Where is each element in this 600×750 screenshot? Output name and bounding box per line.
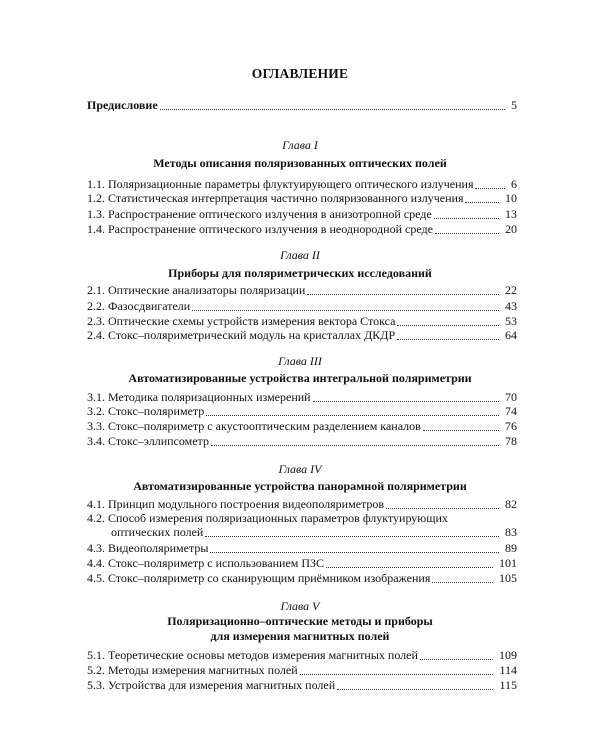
chapter-label: Глава V (280, 599, 320, 613)
toc-entry (87, 390, 517, 404)
entry-text: 3.2. Стокс–поляриметр (87, 404, 205, 418)
entry-text: 3.3. Стокс–поляриметр с акустооптическим разделением каналов (87, 419, 421, 433)
preface-page: 5 (511, 98, 517, 112)
entry-page: 43 (505, 299, 517, 313)
toc-entry (87, 497, 517, 511)
entry-text: 4.3. Видеополяриметры (87, 541, 209, 555)
leader-dots (435, 233, 499, 234)
preface-entry (87, 98, 517, 112)
toc-entry (87, 283, 517, 297)
leader-dots (300, 674, 493, 675)
entry-text: 2.2. Фазосдвигатели (87, 299, 191, 313)
leader-dots (465, 202, 499, 203)
chapter-label: Глава IV (278, 462, 322, 476)
leader-dots (211, 445, 499, 446)
chapter-title: Поляризационно–оптические методы и приборы (167, 614, 433, 628)
entry-text: 1.3. Распространение оптического излучения в анизотропной среде (87, 207, 432, 221)
entry-page: 20 (505, 222, 517, 236)
toc-entry (87, 663, 517, 677)
leader-dots (313, 401, 499, 402)
preface-label: Предисловие (87, 98, 158, 112)
entry-page: 114 (499, 663, 517, 677)
toc-entry (87, 177, 517, 191)
leader-dots (337, 689, 493, 690)
leader-dots (192, 310, 499, 311)
chapter-label: Глава I (282, 138, 318, 152)
leader-dots (307, 294, 499, 295)
entry-page: 6 (511, 177, 517, 191)
entry-page: 22 (505, 283, 517, 297)
entry-page: 76 (505, 419, 517, 433)
entry-page: 74 (505, 404, 517, 418)
entry-text: 4.2. Способ измерения поляризационных параметров флуктуирующих (87, 511, 448, 525)
entry-page: 64 (505, 328, 517, 342)
leader-dots (475, 188, 505, 189)
leader-dots (386, 508, 499, 509)
entry-text: 1.2. Статистическая интерпретация частично поляризованного излучения (87, 191, 464, 205)
entry-text: 2.4. Стокс–поляриметрический модуль на кристаллах ДКДР (87, 328, 396, 342)
entry-page: 53 (505, 314, 517, 328)
toc-entry (87, 511, 517, 539)
entry-page: 10 (505, 191, 517, 205)
leader-dots (434, 218, 499, 219)
leader-dots (205, 536, 499, 537)
entry-text: 5.1. Теоретические основы методов измерения магнитных полей (87, 648, 418, 662)
entry-text: 5.2. Методы измерения магнитных полей (87, 663, 298, 677)
entry-page: 101 (499, 556, 517, 570)
toc-entry (87, 299, 517, 313)
toc-entry (87, 556, 517, 570)
entry-text: 4.1. Принцип модульного построения видеополяриметров (87, 497, 385, 511)
entry-page: 70 (505, 390, 517, 404)
toc-entry (87, 678, 517, 692)
entry-page: 82 (505, 497, 517, 511)
entry-page: 115 (499, 678, 517, 692)
entry-text-continued: оптических полей (111, 525, 204, 539)
toc-entry (87, 571, 517, 585)
toc-entry (87, 404, 517, 418)
leader-dots (432, 582, 493, 583)
entry-text: 2.3. Оптические схемы устройств измерения вектора Стокса (87, 314, 396, 328)
toc-entry (87, 328, 517, 342)
entry-page: 83 (505, 525, 517, 539)
entry-page: 13 (505, 207, 517, 221)
toc-entry (87, 541, 517, 555)
entry-text: 2.1. Оптические анализаторы поляризации (87, 283, 306, 297)
entry-text: 5.3. Устройства для измерения магнитных полей (87, 678, 336, 692)
entry-text: 1.1. Поляризационные параметры флуктуирующего оптического излучения (87, 177, 474, 191)
leader-dots (160, 109, 505, 110)
toc-entry (87, 222, 517, 236)
entry-text: 3.1. Методика поляризационных измерений (87, 390, 311, 404)
entry-text: 4.5. Стокс–поляриметр со сканирующим приёмником изображения (87, 571, 431, 585)
entry-text: 4.4. Стокс–поляриметр с использованием ПЗС (87, 556, 325, 570)
toc-entry (87, 648, 517, 662)
chapter-label: Глава III (278, 354, 322, 368)
leader-dots (397, 325, 499, 326)
entry-page: 89 (505, 541, 517, 555)
entry-page: 109 (499, 648, 517, 662)
toc-entry (87, 434, 517, 448)
entry-page: 105 (499, 571, 517, 585)
chapter-label: Глава II (280, 248, 320, 262)
leader-dots (206, 415, 499, 416)
toc-title: ОГЛАВЛЕНИЕ (251, 66, 349, 81)
leader-dots (397, 339, 499, 340)
toc-entry (87, 314, 517, 328)
entry-text: 3.4. Стокс–эллипсометр (87, 434, 209, 448)
leader-dots (210, 552, 499, 553)
chapter-title: Методы описания поляризованных оптических полей (153, 156, 447, 170)
toc-entry (87, 191, 517, 205)
chapter-title: Автоматизированные устройства интегральной поляриметрии (128, 371, 472, 385)
toc-entry (87, 419, 517, 433)
leader-dots (326, 567, 493, 568)
leader-dots (420, 659, 493, 660)
toc-entry (87, 207, 517, 221)
chapter-title-continued: для измерения магнитных полей (210, 629, 390, 643)
chapter-title: Приборы для поляриметрических исследований (168, 266, 432, 280)
chapter-title: Автоматизированные устройства панорамной поляриметрии (133, 479, 467, 493)
leader-dots (423, 430, 499, 431)
entry-page: 78 (505, 434, 517, 448)
entry-text: 1.4. Распространение оптического излучения в неоднородной среде (87, 222, 433, 236)
